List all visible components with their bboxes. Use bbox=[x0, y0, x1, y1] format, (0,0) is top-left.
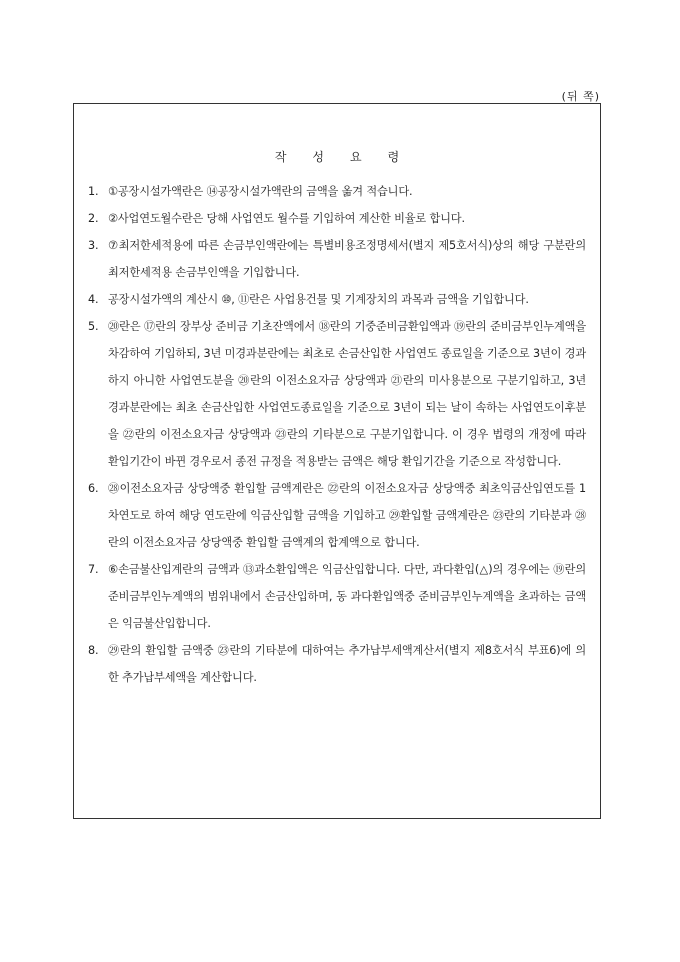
item-number: 4. bbox=[88, 293, 99, 306]
list-item bbox=[88, 205, 586, 232]
item-number: 8. bbox=[88, 644, 99, 657]
item-number: 6. bbox=[88, 482, 99, 495]
item-text: 공장시설가액의 계산시 ⑩, ⑪란은 사업용건물 및 기계장치의 과목과 금액을 기입합니다. bbox=[108, 293, 529, 306]
item-number: 5. bbox=[88, 320, 99, 333]
instructions-list bbox=[88, 178, 586, 691]
list-item bbox=[88, 475, 586, 556]
item-text: ②사업연도월수란은 당해 사업연도 월수를 기입하여 계산한 비율로 합니다. bbox=[108, 212, 465, 225]
page-side-label: (뒤 쪽) bbox=[561, 90, 600, 103]
item-text: ㉘이전소요자금 상당액중 환입할 금액계란은 ㉒란의 이전소요자금 상당액중 최초익금산입연도를 1차연도로 하여 해당 연도란에 익금산입할 금액을 기입하고 ㉙환입할 금액계란은 ㉓란의 기타분과 ㉘란의 이전소요자금 상당액중 환입할 금액계의 합계액으로 합니다. bbox=[108, 482, 586, 549]
list-item bbox=[88, 637, 586, 691]
item-text: ㉙란의 환입할 금액중 ㉓란의 기타분에 대하여는 추가납부세액계산서(별지 제8호서식 부표6)에 의한 추가납부세액을 계산합니다. bbox=[108, 644, 586, 684]
list-item bbox=[88, 556, 586, 637]
instructions-box bbox=[73, 103, 601, 819]
list-item bbox=[88, 286, 586, 313]
title-char: 작 bbox=[274, 150, 287, 164]
title-char: 요 bbox=[350, 150, 362, 164]
title-char: 령 bbox=[387, 150, 400, 164]
item-text: ⑳란은 ⑰란의 장부상 준비금 기초잔액에서 ⑱란의 기중준비금환입액과 ⑲란의 준비금부인누계액을 차감하여 기입하되, 3년 미경과분란에는 최초로 손금산입한 사업연도 종료일을 기준으로 3년이 경과하지 아니한 사업연도분을 ⑳란의 이전소요자금 상당액과 ㉑란의 미사용분으로 구분기입하고, 3년 경과분란에는 최초 손금산입한 사업연도종료일을 기준으로 3년이 되는 날이 속하는 사업연도이후분을 ㉒란의 이전소요자금 상당액과 ㉓란의 기타분으로 구분기입합니다. 이 경우 법령의 개정에 따라 환입기간이 바뀐 경우로서 종전 규정을 적용받는 금액은 해당 환입기간을 기준으로 작성합니다. bbox=[108, 320, 586, 468]
item-number: 2. bbox=[88, 212, 99, 225]
title-char: 성 bbox=[312, 150, 324, 164]
item-number: 1. bbox=[88, 185, 99, 198]
item-number: 3. bbox=[88, 239, 99, 252]
instructions-title bbox=[74, 148, 600, 165]
list-item bbox=[88, 178, 586, 205]
list-item bbox=[88, 313, 586, 475]
item-text: ①공장시설가액란은 ⑭공장시설가액란의 금액을 옮겨 적습니다. bbox=[108, 185, 413, 198]
item-text: ⑥손금불산입계란의 금액과 ⑬과소환입액은 익금산입합니다. 다만, 과다환입(△)의 경우에는 ⑲란의 준비금부인누계액의 범위내에서 손금산입하며, 동 과다환입액중 준비금부인누계액을 초과하는 금액은 익금불산입합니다. bbox=[108, 563, 586, 630]
list-item bbox=[88, 232, 586, 286]
item-number: 7. bbox=[88, 563, 99, 576]
item-text: ⑦최저한세적용에 따른 손금부인액란에는 특별비용조정명세서(별지 제5호서식)상의 해당 구분란의 최저한세적용 손금부인액을 기입합니다. bbox=[108, 239, 586, 279]
